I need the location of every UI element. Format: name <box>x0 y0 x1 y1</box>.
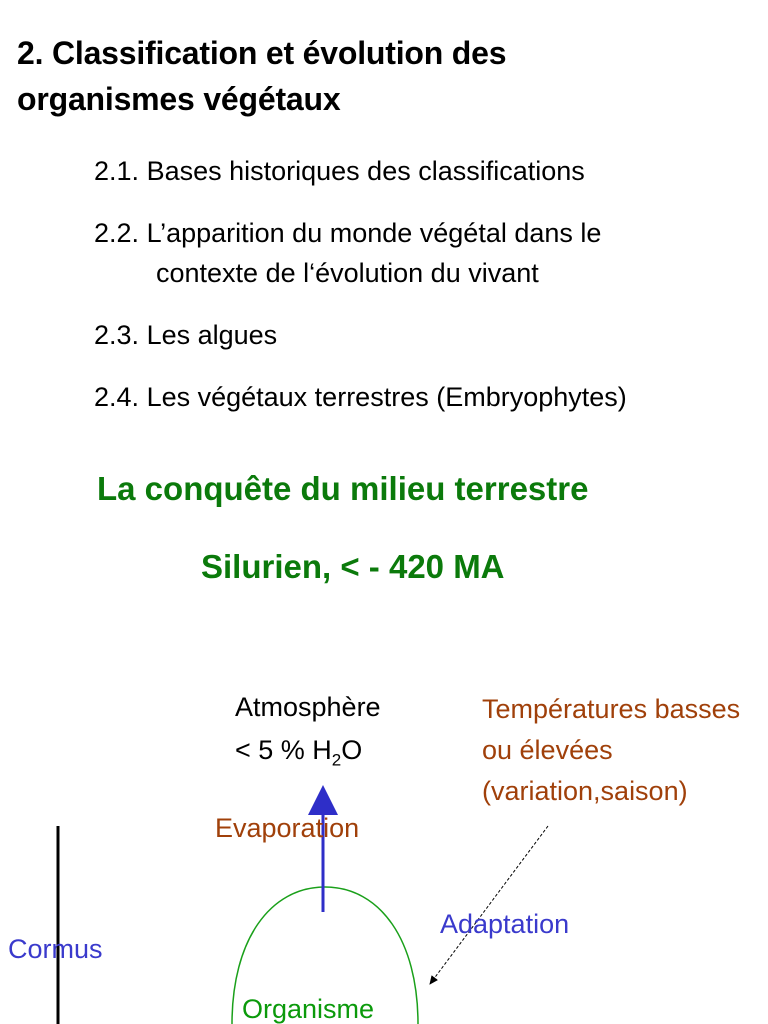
toc-text: L’apparition du monde végétal dans le <box>146 218 602 248</box>
toc-number: 2.3. <box>94 320 140 350</box>
toc-text-continuation: contexte de l‘évolution du vivant <box>156 258 539 288</box>
toc-number: 2.1. <box>94 156 140 186</box>
title-line-1: 2. Classification et évolution des <box>17 35 507 71</box>
temperature-label-line-2: ou élevées <box>482 735 613 765</box>
humidity-subscript: 2 <box>331 750 342 770</box>
headline-conquest: La conquête du milieu terrestre <box>97 470 589 507</box>
toc-number: 2.2. <box>94 218 140 248</box>
toc-text: Les algues <box>146 320 278 350</box>
cormus-label: Cormus <box>8 934 103 964</box>
headline-period: Silurien, < - 420 MA <box>201 548 505 585</box>
humidity-prefix: < 5 % H <box>235 735 332 765</box>
toc-text: Bases historiques des classifications <box>146 156 585 186</box>
title-line-2: organismes végétaux <box>17 81 341 117</box>
toc-text: Les végétaux terrestres (Embryophytes) <box>146 382 627 412</box>
humidity-suffix: O <box>341 735 363 765</box>
temperature-label-line-3: (variation,saison) <box>482 776 688 806</box>
humidity-label <box>235 729 362 781</box>
evaporation-label: Evaporation <box>215 813 360 843</box>
adaptation-label: Adaptation <box>440 909 570 939</box>
atmosphere-label: Atmosphère <box>235 692 381 722</box>
toc-number: 2.4. <box>94 382 140 412</box>
organism-label: Organisme <box>242 994 375 1024</box>
temperature-label-line-1: Températures basses <box>482 694 741 724</box>
